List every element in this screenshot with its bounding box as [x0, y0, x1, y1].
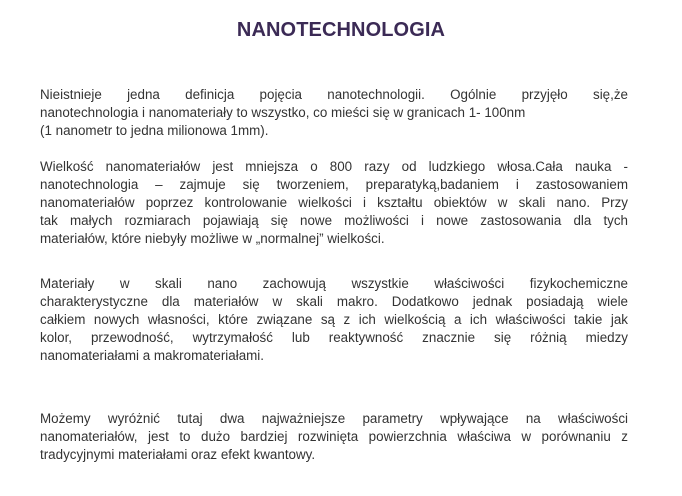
paragraph-line: tradycyjnymi materiałami oraz efekt kwantowy.	[40, 447, 316, 462]
page-title: NANOTECHNOLOGIA	[236, 19, 446, 41]
paragraph-parameters	[40, 410, 628, 464]
paragraph-line: materiałów, które niebyły możliwe w „normalnej” wielkości.	[40, 231, 385, 246]
paragraph-line: nanomateriałami a makromateriałami.	[40, 348, 265, 363]
paragraph-properties	[40, 275, 628, 365]
paragraph-line: całkiem nowych własności, które związane są z ich wielkością a ich właściwości takie jak	[40, 312, 628, 327]
paragraph-line: nanomateriałów poprzez kontrolowanie wielkości i kształtu obiektów w skali nano. Przy	[40, 195, 628, 210]
paragraph-line: Nieistnieje jedna definicja pojęcia nanotechnologii. Ogólnie przyjęło się,że	[40, 87, 628, 102]
paragraph-line: (1 nanometr to jedna milionowa 1mm).	[40, 123, 269, 138]
paragraph-line: nanomateriałów, jest to dużo bardziej rozwinięta powierzchnia właściwa w porównaniu z	[40, 429, 628, 444]
paragraph-size	[40, 158, 628, 248]
paragraph-line: Wielkość nanomateriałów jest mniejsza o 800 razy od ludzkiego włosa.Cała nauka -	[40, 159, 628, 174]
paragraph-line: tak małych rozmiarach pojawiają się nowe możliwości i nowe zastosowania dla tych	[40, 213, 628, 228]
paragraph-line: charakterystyczne dla materiałów w skali makro. Dodatkowo jednak posiadają wiele	[40, 294, 628, 309]
paragraph-line: Możemy wyróżnić tutaj dwa najważniejsze parametry wpływające na właściwości	[40, 411, 628, 426]
paragraph-definition	[40, 86, 628, 140]
paragraph-line: kolor, przewodność, wytrzymałość lub reaktywność znacznie się różnią miedzy	[40, 330, 628, 345]
paragraph-line: nanotechnologia – zajmuje się tworzeniem, preparatyką,badaniem i zastosowaniem	[40, 177, 628, 192]
paragraph-line: Materiały w skali nano zachowują wszystkie właściwości fizykochemiczne	[40, 276, 628, 291]
paragraph-line: nanotechnologia i nanomateriały to wszystko, co mieści się w granicach 1- 100nm	[40, 105, 526, 120]
